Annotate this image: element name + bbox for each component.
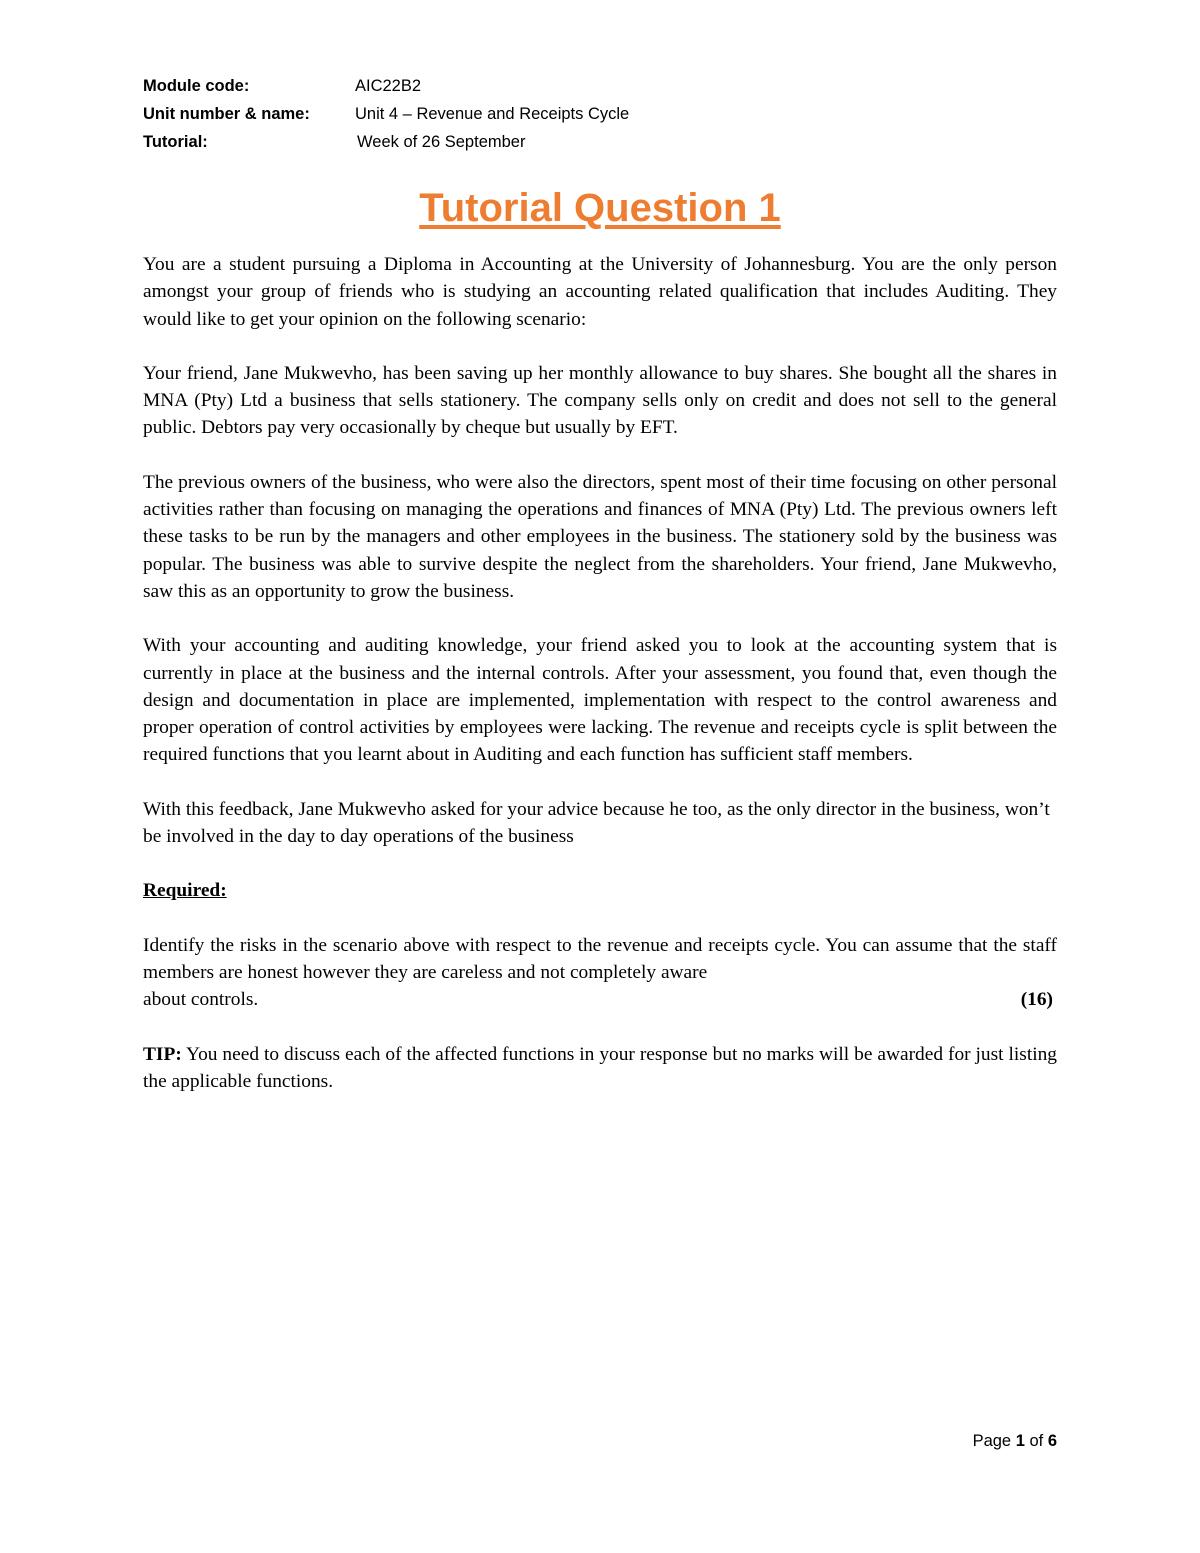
required-heading: Required:: [143, 880, 227, 902]
required-heading-block: [143, 877, 1057, 904]
page-title: Tutorial Question 1: [419, 186, 781, 230]
module-code-row: [143, 72, 629, 100]
paragraph-assessment: With your accounting and auditing knowledge, your friend asked you to look at the accounting system that is currently in place at the business and the internal controls. After your assessment, you found that, even though the design and documentation in place are implemented, implementation with respect to the control awareness and proper operation of control activities by employees were lacking. The revenue and receipts cycle is split between the required functions that you learnt about in Auditing and each function has sufficient staff members.: [143, 635, 1057, 766]
paragraph-feedback: With this feedback, Jane Mukwevho asked for your advice because he too, as the only director in the business, won’t be involved in the day to day operations of the business: [143, 798, 1050, 848]
page-number: [973, 1432, 1057, 1451]
required-text-end: about controls.: [143, 989, 259, 1011]
paragraph-scenario: Your friend, Jane Mukwevho, has been saving up her monthly allowance to buy shares. She bought all the shares in MNA (Pty) Ltd a business that sells stationery. The company sells only on credit and does not sell to the general public. Debtors pay very occasionally by cheque but usually by EFT.: [143, 362, 1057, 439]
unit-value: Unit 4 – Revenue and Receipts Cycle: [355, 105, 630, 123]
module-header: [143, 72, 629, 156]
tip-label: TIP:: [143, 1043, 182, 1065]
tutorial-value: Week of 26 September: [357, 133, 526, 151]
of-word: of: [1024, 1432, 1048, 1450]
tutorial-row: [143, 128, 629, 156]
unit-row: [143, 100, 629, 128]
tutorial-label: Tutorial:: [143, 133, 208, 151]
required-text: [143, 932, 1057, 987]
required-marks-line: [143, 986, 1057, 1013]
paragraph-intro: You are a student pursuing a Diploma in Accounting at the University of Johannesburg. You are the only person amongst your group of friends who is studying an accounting related qualification that includes Auditing. They would like to get your opinion on the following scenario:: [143, 254, 1057, 330]
tip-text: You need to discuss each of the affected functions in your response but no marks will be awarded for just listing the applicable functions.: [143, 1043, 1057, 1092]
page-current: 1: [1015, 1432, 1025, 1450]
unit-label: Unit number & name:: [143, 105, 310, 123]
paragraph-previous-owners: The previous owners of the business, who were also the directors, spent most of their time focusing on other personal activities rather than focusing on managing the operations and finances of MNA (Pty) Ltd. The previous owners left these tasks to be run by the managers and other employees in the business. The stationery sold by the business was popular. The business was able to survive despite the neglect from the shareholders. Your friend, Jane Mukwevho, saw this as an opportunity to grow the business.: [143, 471, 1057, 602]
tip-paragraph: [143, 1041, 1057, 1096]
page-word: Page: [972, 1432, 1016, 1450]
page-total: 6: [1047, 1432, 1057, 1450]
marks-allocation: (16): [1020, 989, 1053, 1011]
module-code-label: Module code:: [143, 77, 250, 95]
question-body: [143, 251, 1057, 1122]
required-text-main: Identify the risks in the scenario above with respect to the revenue and receipts cycle. You can assume that the staff members are honest however they are careless and not completely aware: [143, 934, 1057, 983]
module-code-value: AIC22B2: [355, 77, 422, 95]
